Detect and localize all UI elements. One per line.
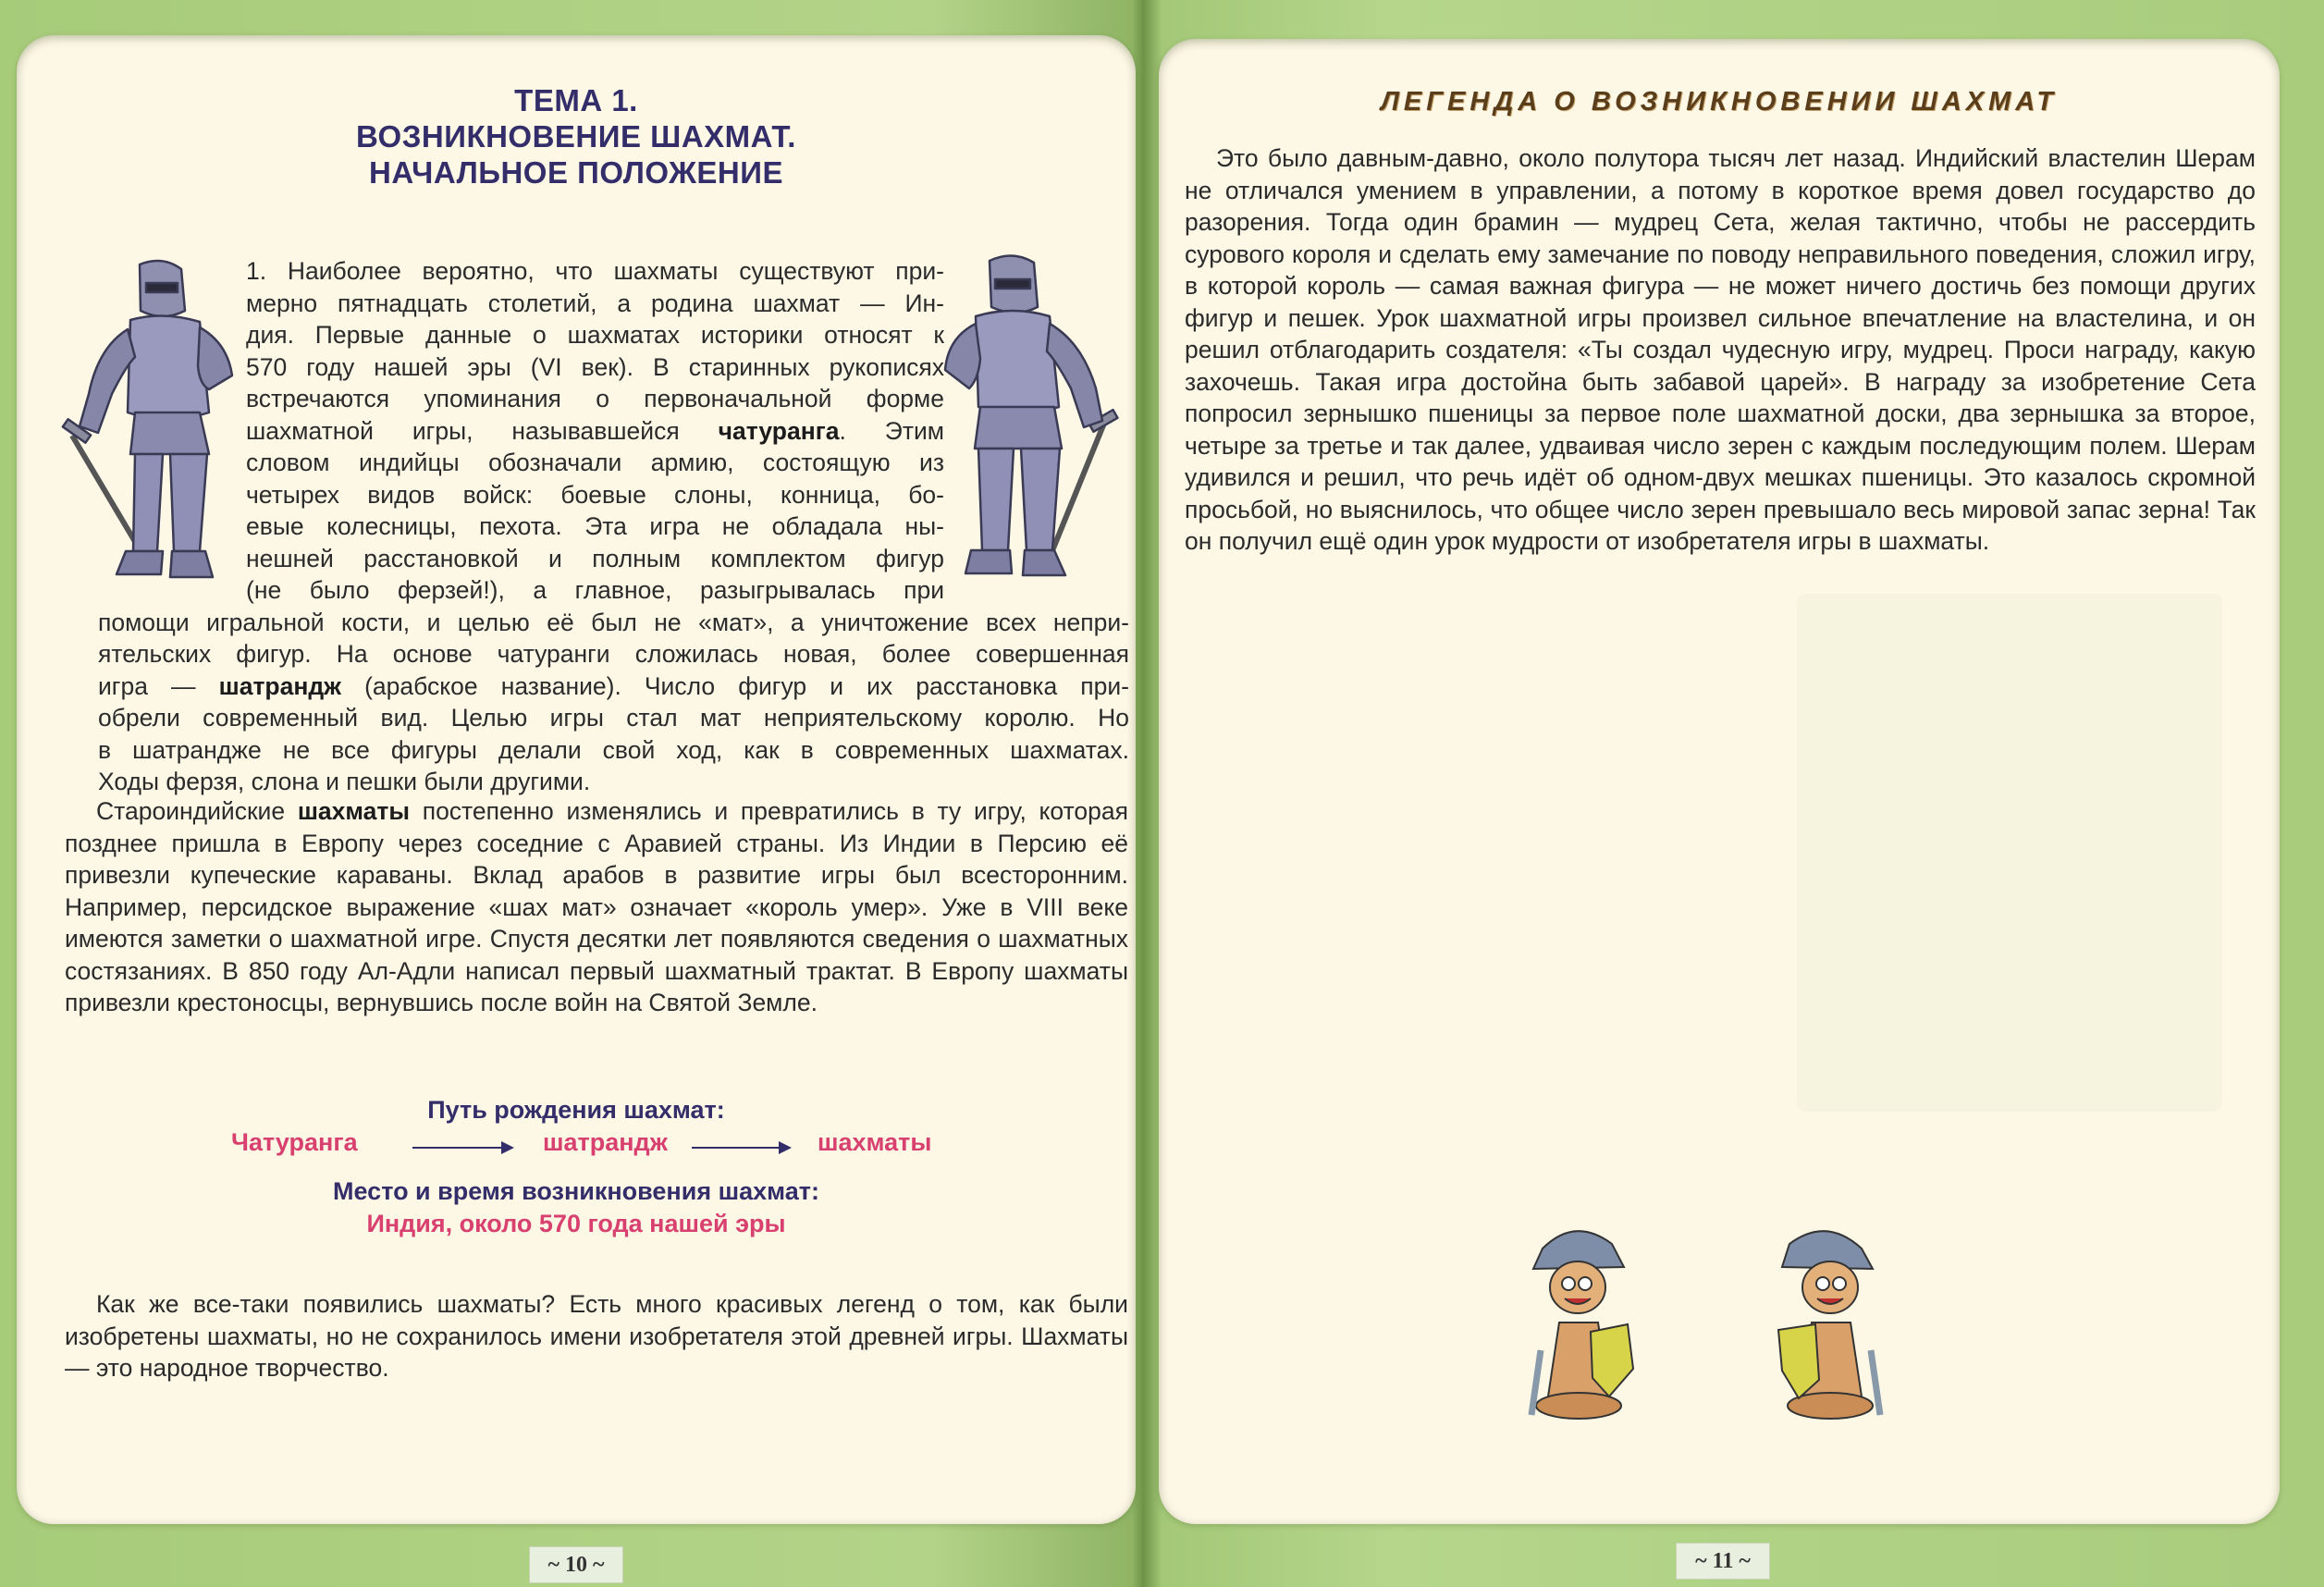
text-span: (арабское название). Число фигур и их расстановка при- <box>340 671 1129 700</box>
legend-title: ЛЕГЕНДА О ВОЗНИКНОВЕНИИ ШАХМАТ <box>1380 87 2058 117</box>
paragraph-1-full <box>98 607 1129 798</box>
knight-armor-icon <box>934 250 1119 612</box>
legend-text: Это было давным-давно, около полутора тысяч лет назад. Индийский властелин Шерам не отличался умением в управлении, а потому в короткое время довел государство до разорения. Тогда один брамин — мудрец Сета, желая тактично, чтобы не рассердить сурового короля и сделать ему замечание по поводу неправильного поведения, сложил игру, в которой король — самая важная фигура — не может ничего достичь без помощи других фигур и пешек. Урок шахматной игры произвел сильное впечатление на властелина, и он решил отблагодарить создателя: «Ты создал чудесную игру, мудрец. Проси награду, какую захочешь. Такая игра достойна быть забавой царей». В награду за изобретение Сета попросил зернышко пшеницы за первое поле шахматной доски, два зернышка за второе, четыре за третье и так далее, удваивая число зерен с каждым последующим полем. Шерам удивился и решил, что речь идёт об одном-двух мешках пшеницы. Это казалось скромной просьбой, но выяснилось, что общее число зерен превышало весь мировой запас зерна! Так он получил ещё один урок мудрости от изобретателя игры в шахматы. <box>1185 144 2256 555</box>
text-line: мерно пятнадцать столетий, а родина шахмат — Ин- <box>246 289 944 317</box>
text-line <box>98 670 1129 703</box>
path-title: Путь рождения шахмат: <box>427 1096 725 1124</box>
text-line: обрели современный вид. Целью игры стал мат неприятельскому королю. Но <box>98 704 1129 732</box>
topic-title: ВОЗНИКНОВЕНИЕ ШАХМАТ. <box>356 119 796 154</box>
path-item-shakhmaty: шахматы <box>818 1128 932 1156</box>
text-line: ятельских фигур. На основе чатуранги сложилась новая, более совершенная <box>98 640 1129 668</box>
topic-number: ТЕМА 1. <box>514 83 638 117</box>
paragraph-1-wrapped <box>246 255 944 607</box>
text-span: Староиндийские <box>96 797 298 825</box>
text-span: постепенно изменялись и превратились в ту игру, которая позднее пришла в Европу через соседние с Аравией страны. Из Индии в Персию её привезли купеческие караваны. Вклад арабов в развитие игры был всесторонним. Например, персидское выражение «шах мат» означает «король умер». Уже в VIII веке имеются заметки о шахматной игре. Спустя десятки лет появляются сведения о шахматных состязаниях. В 850 году Ал-Адли написал первый шахматный трактат. В Европу шахматы привезли крестоносцы, вернувшись после войн на Святой Земле. <box>65 797 1128 1016</box>
left-page <box>17 35 1136 1524</box>
path-item-shatranj: шатрандж <box>543 1128 668 1156</box>
text-line <box>246 415 944 448</box>
text-line: нешней расстановкой и полным комплектом фигур <box>246 544 944 572</box>
paragraph-3 <box>65 1288 1128 1384</box>
place-title: Место и время возникновения шахмат: <box>333 1177 819 1205</box>
text-span: игра — <box>98 671 219 700</box>
topic-subtitle: НАЧАЛЬНОЕ ПОЛОЖЕНИЕ <box>369 155 783 190</box>
text-line: дия. Первые данные о шахматах историки относят к <box>246 321 944 349</box>
term-chaturanga: чатуранга <box>718 416 840 445</box>
path-diagram <box>17 1128 1136 1165</box>
text-line: в шатрандже не все фигуры делали свой ход, как в современных шахматах. <box>98 735 1129 764</box>
text-line: евые колесницы, пехота. Эта игра не обладала ны- <box>246 512 944 540</box>
place-value: Индия, около 570 года нашей эры <box>366 1210 786 1237</box>
legend-paragraph <box>1185 142 2256 558</box>
text-span: . Этим <box>839 416 944 445</box>
text-line: (не было ферзей!), а главное, разыгрывалась при <box>246 576 944 604</box>
right-page <box>1159 39 2280 1524</box>
text-line: четырех видов войск: боевые слоны, конница, бо- <box>246 480 944 509</box>
text-line: словом индийцы обозначали армию, состоящую из <box>246 449 944 476</box>
pawn-warrior-icon <box>1524 1221 1644 1433</box>
text-line: 570 году нашей эры (VI век). В старинных рукописях <box>246 352 944 381</box>
page-number-left: ~ 10 ~ <box>529 1546 623 1583</box>
text-line: помощи игральной кости, и целью её был не «мат», а уничтожение всех непри- <box>98 608 1129 636</box>
paragraph-2 <box>65 795 1128 1019</box>
text-line: Ходы ферзя, слона и пешки были другими. <box>98 768 591 795</box>
text-line: 1. Наиболее вероятно, что шахматы существуют при- <box>246 257 944 285</box>
paragraph-3-text: Как же все-таки появились шахматы? Есть много красивых легенд о том, как были изобретены шахматы, но не сохранилось имени изобретателя этой древней игры. Шахматы — это народное творчество. <box>65 1290 1128 1382</box>
arrow-right-icon <box>692 1147 790 1149</box>
arrow-right-icon <box>412 1147 512 1149</box>
page-number-right: ~ 11 ~ <box>1676 1543 1770 1580</box>
knight-armor-icon <box>61 255 255 618</box>
term-shakhmaty: шахматы <box>297 797 410 825</box>
pawn-warrior-icon <box>1769 1221 1889 1433</box>
faded-background-image <box>1797 594 2222 1112</box>
text-span: шахматной игры, называвшейся <box>246 416 719 445</box>
text-line: встречаются упоминания о первоначальной форме <box>246 385 944 412</box>
term-shatranj: шатрандж <box>218 671 341 700</box>
path-item-chaturanga: Чатуранга <box>231 1128 358 1156</box>
